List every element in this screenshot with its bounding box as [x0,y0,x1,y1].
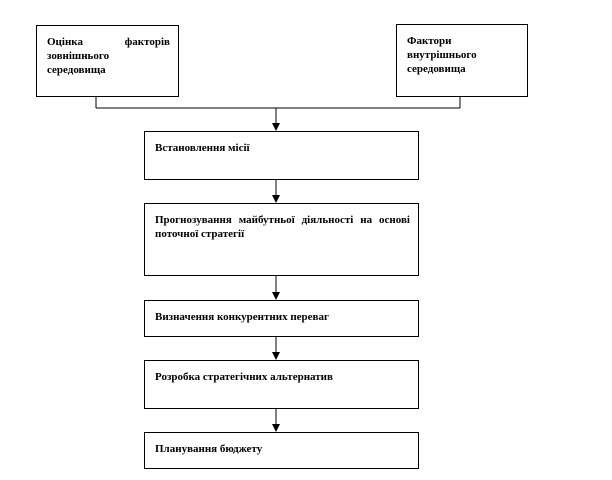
competitive-advantages-box [144,300,419,337]
competitive-advantages-label: Визначення конкурентних переваг [155,311,329,323]
mission-label: Встановлення місії [155,142,250,154]
strategic-alternatives-box [144,360,419,409]
external-factors-box [36,25,179,97]
budget-planning-box [144,432,419,469]
budget-planning-label: Планування бюджету [155,443,263,455]
forecast-box [144,203,419,276]
mission-box [144,131,419,180]
internal-factors-box [396,24,528,97]
strategic-alternatives-label: Розробка стратегічних альтернатив [155,371,333,383]
internal-factors-label: Фактори внутрішнього середовища [407,35,477,75]
external-factors-label: Оцінка факторів зовнішнього середовища [47,36,170,76]
forecast-label: Прогнозування майбутньої діяльності на основі поточної стратегії [155,214,410,240]
